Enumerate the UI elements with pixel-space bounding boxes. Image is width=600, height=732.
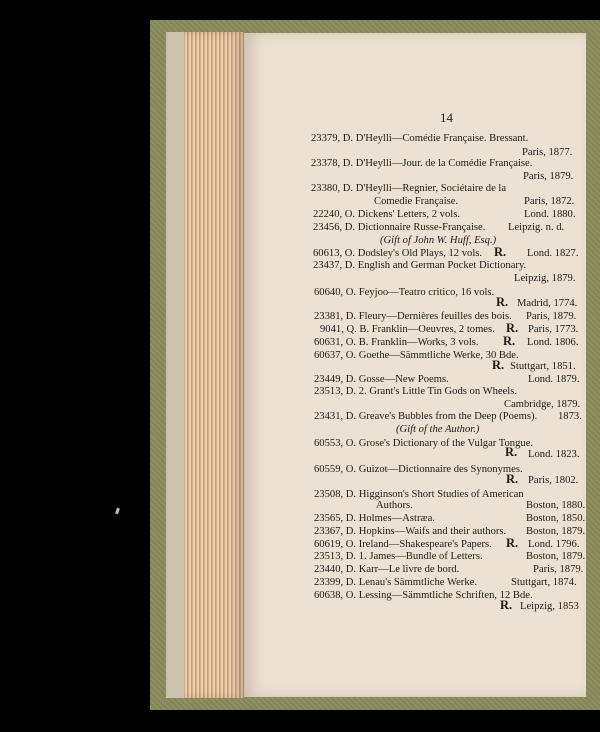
entry-imprint: Lond. 1796. (528, 539, 580, 550)
entry-text-cont: Comedie Française. (374, 196, 459, 207)
entry-imprint: Paris, 1879. (523, 171, 574, 182)
entry-text: 9041, Q. B. Franklin—Oeuvres, 2 tomes. (320, 324, 495, 335)
entry-imprint: Lond. 1879. (528, 374, 580, 385)
entry-text: 23378, D. D'Heylli—Jour. de la Comédie Française. (311, 158, 533, 169)
entry-imprint: Leipzig, 1879. (514, 273, 576, 284)
entry-text: 60637, O. Goethe—Sämmtliche Werke, 30 Bde. (314, 350, 519, 361)
entry-imprint: Boston, 1880. (526, 500, 586, 511)
entry-text: 23508, D. Higginson's Short Studies of American (314, 489, 524, 500)
entry-text-cont: Authors. (376, 500, 413, 511)
entry-text: 60638, O. Lessing—Sämmtliche Schriften, 12 Bde. (314, 590, 533, 601)
entry-imprint: Paris, 1872. (524, 196, 575, 207)
entry-gift-note: (Gift of John W. Huff, Esq.) (380, 235, 497, 246)
entry-text: 60559, O. Guizot—Dictionnaire des Synonymes. (314, 464, 523, 475)
rare-mark: R. (496, 295, 509, 309)
entry-imprint: Boston, 1879. (526, 551, 586, 562)
entry-imprint: Boston, 1850. (526, 513, 586, 524)
entry-text: 60640, O. Feyjoo—Teatro critico, 16 vols. (314, 287, 495, 298)
entry-text: 23513, D. 1. James—Bundle of Letters. (314, 551, 483, 562)
entry-text: 23367, D. Hopkins—Waifs and their authors. (314, 526, 507, 537)
entry-text: 23449, D. Gosse—New Poems. (314, 374, 449, 385)
entry-imprint: Lond. 1806. (527, 337, 579, 348)
page-edges (184, 32, 244, 698)
entry-imprint: Paris, 1802. (528, 475, 579, 486)
rare-mark: R. (505, 445, 518, 459)
entry-text: 60553, O. Grose's Dictionary of the Vulgar Tongue. (314, 438, 534, 449)
rare-mark: R. (494, 245, 507, 259)
entry-text: 23440, D. Karr—Le livre de bord. (314, 564, 460, 575)
entry-imprint: Paris, 1773. (528, 324, 579, 335)
entry-imprint: Paris, 1879. (533, 564, 584, 575)
rare-mark: R. (492, 358, 505, 372)
entry-text: 23379, D. D'Heylli—Comédie Française. Bressant. (311, 133, 529, 144)
rare-mark: R. (506, 536, 519, 550)
entry-text: 60613, O. Dodsley's Old Plays, 12 vols. (313, 248, 483, 259)
entry-imprint: Madrid, 1774. (517, 298, 578, 309)
entry-imprint: Boston, 1879. (526, 526, 586, 537)
entry-text: 23399, D. Lenau's Sämmtliche Werke. (314, 577, 477, 588)
rare-mark: R. (506, 472, 519, 486)
entry-text: 23565, D. Holmes—Astræa. (314, 513, 435, 524)
entry-imprint: Lond. 1880. (524, 209, 576, 220)
entry-text: 23513, D. 2. Grant's Little Tin Gods on Wheels. (314, 386, 517, 397)
entry-text: 60631, O. B. Franklin—Works, 3 vols. (314, 337, 479, 348)
entry-imprint: Leipzig, 1853 (520, 601, 579, 612)
entry-gift-note: (Gift of the Author.) (396, 424, 480, 435)
entry-imprint: Stuttgart, 1874. (511, 577, 577, 588)
entry-text: 23380, D. D'Heylli—Regnier, Sociétaire de la (311, 183, 507, 194)
entry-imprint: Lond. 1827. (527, 248, 579, 259)
entry-imprint: Cambridge, 1879. (504, 399, 581, 410)
entry-text: 23456, D. Dictionnaire Russe-Française. (313, 222, 486, 233)
scratch-mark (115, 508, 120, 515)
entry-imprint: Leipzig. n. d. (508, 222, 565, 233)
entry-imprint: Paris, 1877. (522, 147, 573, 158)
rare-mark: R. (503, 334, 516, 348)
entry-text: 22240, O. Dickens' Letters, 2 vols. (313, 209, 460, 220)
entry-imprint: Stuttgart, 1851. (510, 361, 576, 372)
page-number: 14 (440, 110, 453, 125)
rare-mark: R. (506, 321, 519, 335)
entry-imprint: Lond. 1823. (528, 449, 580, 460)
entry-imprint: Paris, 1879. (526, 311, 577, 322)
entry-imprint: 1873. (558, 411, 582, 422)
rare-mark: R. (500, 598, 513, 612)
entry-text: 23381, D. Fleury—Dernières feuilles des bois. (314, 311, 512, 322)
entry-text: 23431, D. Greave's Bubbles from the Deep (Poems). (314, 411, 538, 422)
entry-text: 60619, O. Ireland—Shakespeare's Papers. (314, 539, 492, 550)
entry-text: 23437, D. English and German Pocket Dictionary. (313, 260, 527, 271)
